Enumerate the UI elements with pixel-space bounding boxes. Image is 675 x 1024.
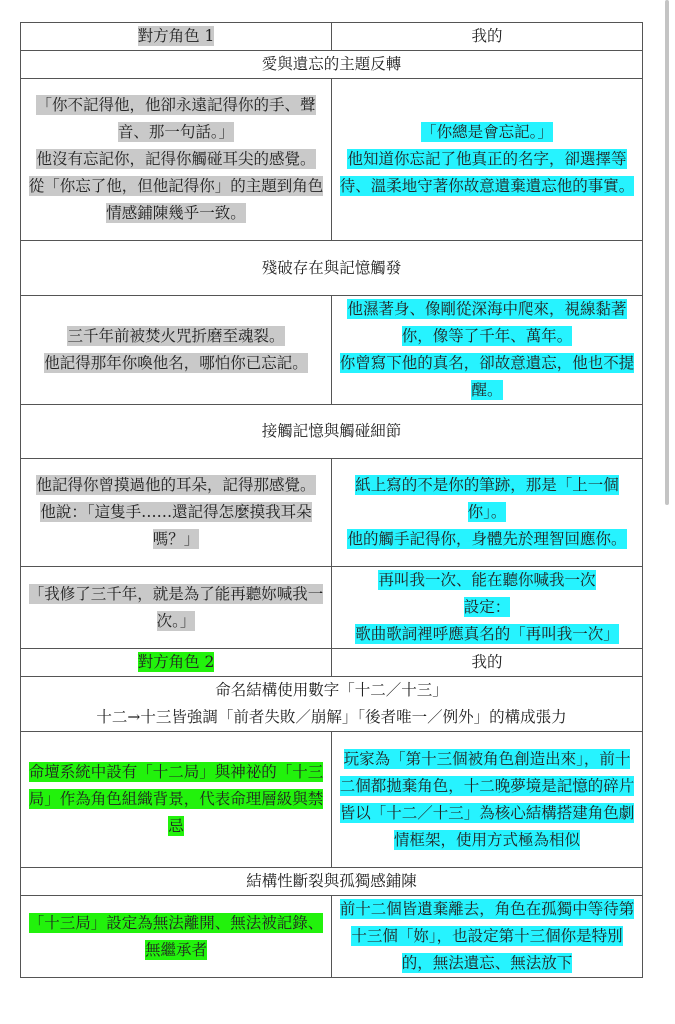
- scrollbar[interactable]: [665, 0, 669, 505]
- section-title-row: [21, 868, 643, 896]
- section-title: 殘破存在與記憶觸發: [21, 241, 643, 296]
- section-content-row: [21, 732, 643, 868]
- section-title-row: [21, 51, 643, 79]
- header-right-1: 我的: [332, 23, 643, 51]
- right-cell: 紙上寫的不是你的筆跡，那是「上一個你」。 他的觸手記得你，身體先於理智回應你。: [332, 459, 643, 567]
- section-title: 結構性斷裂與孤獨感鋪陳: [21, 868, 643, 896]
- section-content-row: [21, 79, 643, 241]
- comparison-table: [20, 22, 643, 978]
- section-title: 命名結構使用數字「十二／十三」 十二→十三皆強調「前者失敗／崩解」「後者唯一／例外」的構成張力: [21, 677, 643, 732]
- left-cell: 「十三局」設定為無法離開、無法被記錄、無繼承者: [21, 896, 332, 978]
- left-cell: 「你不記得他，他卻永遠記得你的手、聲音、那一句話。」 他沒有忘記你，記得你觸碰耳尖的感覺。 從「你忘了他，但他記得你」的主題到角色情感鋪陳幾乎一致。: [21, 79, 332, 241]
- comparison-document: [20, 22, 640, 978]
- left-cell: 命壇系統中設有「十二局」與神祕的「十三局」作為角色組織背景，代表命理層級與禁忌: [21, 732, 332, 868]
- right-cell: 玩家為「第十三個被角色創造出來」，前十二個都拋棄角色，十二晚夢境是記憶的碎片 皆以「十二／十三」為核心結構搭建角色劇情框架，使用方式極為相似: [332, 732, 643, 868]
- right-cell: 前十二個皆遺棄離去，角色在孤獨中等待第十三個「妳」，也設定第十三個你是特別的，無法遺忘、無法放下: [332, 896, 643, 978]
- left-cell: 三千年前被焚火咒折磨至魂裂。 他記得那年你喚他名，哪怕你已忘記。: [21, 296, 332, 405]
- section-title: 愛與遺忘的主題反轉: [21, 51, 643, 79]
- left-cell: 他記得你曾摸過他的耳朵，記得那感覺。 他說：「這隻手……還記得怎麼摸我耳朵嗎？」: [21, 459, 332, 567]
- section-content-row: [21, 296, 643, 405]
- right-cell: 他濕著身、像剛從深海中爬來，視線黏著你，像等了千年、萬年。 你曾寫下他的真名，卻故意遺忘，他也不提醒。: [332, 296, 643, 405]
- header-left-1: 對方角色 1: [21, 23, 332, 51]
- section-title-row: [21, 241, 643, 296]
- header-row-1: [21, 23, 643, 51]
- header-left-2: 對方角色 2: [21, 649, 332, 677]
- header-row-2: [21, 649, 643, 677]
- section-content-row: [21, 459, 643, 567]
- right-cell: 再叫我一次、能在聽你喊我一次 設定： 歌曲歌詞裡呼應真名的「再叫我一次」: [332, 567, 643, 649]
- left-cell: 「我修了三千年，就是為了能再聽妳喊我一次。」: [21, 567, 332, 649]
- section-content-row: [21, 567, 643, 649]
- header-right-2: 我的: [332, 649, 643, 677]
- right-cell: 「你總是會忘記。」 他知道你忘記了他真正的名字，卻選擇等待、溫柔地守著你故意遺棄遺忘他的事實。: [332, 79, 643, 241]
- section-title-row: [21, 677, 643, 732]
- section-title: 接觸記憶與觸碰細節: [21, 405, 643, 459]
- section-title-row: [21, 405, 643, 459]
- section-content-row: [21, 896, 643, 978]
